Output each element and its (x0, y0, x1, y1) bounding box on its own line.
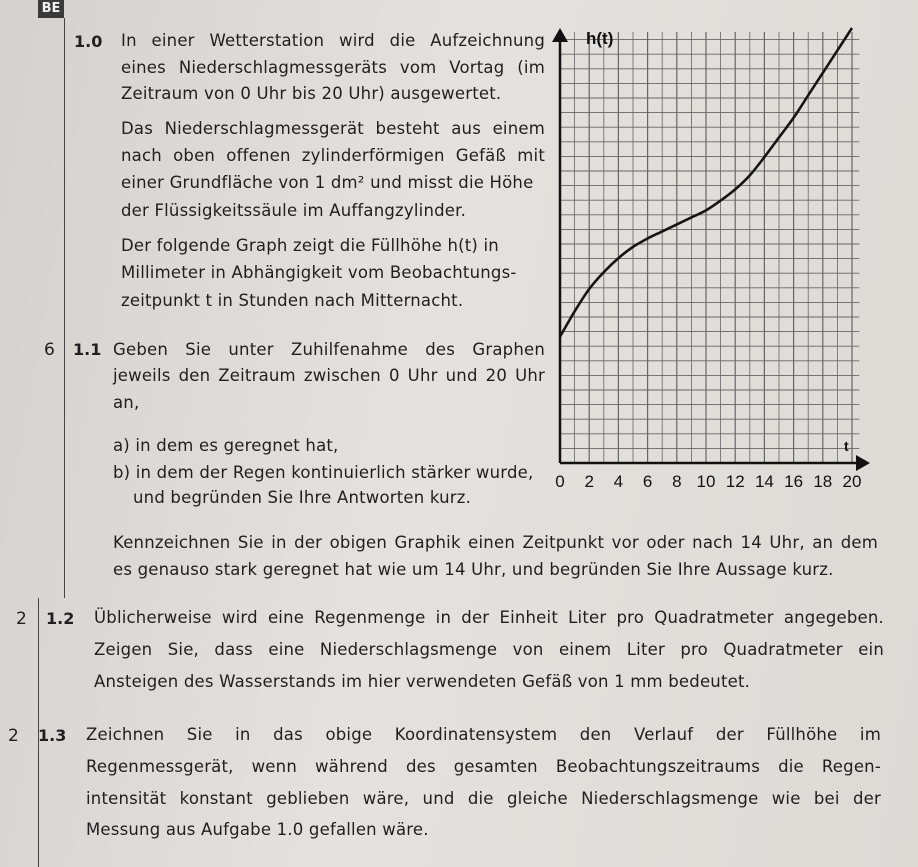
x-axis-arrow (856, 455, 870, 471)
x-tick-label: 8 (672, 472, 682, 491)
y-axis-arrow (552, 28, 568, 42)
task-1-1-line-8: es genauso stark geregnet hat wie um 14 Uhr, und begründen Sie Ihre Aussage kurz. (113, 560, 834, 579)
task-1-0-line-10: zeitpunkt t in Stunden nach Mitternacht. (121, 291, 464, 310)
task-1-1-number: 1.1 (73, 340, 102, 359)
task-1-2-line-2: Zeigen Sie, dass eine Niederschlagsmenge von einem Liter pro Quadratmeter ein (94, 640, 884, 659)
task-1-2-line-1: Üblicherweise wird eine Regenmenge in der Einheit Liter pro Quadratmeter angegeben. (94, 608, 884, 627)
task-1-3-number: 1.3 (38, 726, 67, 745)
task-1-1-line-7: Kennzeichnen Sie in der obigen Graphik einen Zeitpunkt vor oder nach 14 Uhr, an dem (113, 533, 878, 552)
task-1-3-line-3: intensität konstant geblieben wäre, und die gleiche Niederschlagsmenge wie bei der (86, 789, 881, 808)
task-1-0-number: 1.0 (74, 32, 103, 51)
x-tick-label: 14 (754, 472, 774, 491)
task-1-0-line-4: Das Niederschlagmessgerät besteht aus einem (121, 119, 545, 138)
x-tick-label: 20 (842, 472, 862, 491)
task-1-0-line-1: In einer Wetterstation wird die Aufzeichnung (121, 31, 545, 50)
be-label: BE (38, 0, 64, 18)
task-1-1-line-1: Geben Sie unter Zuhilfenahme des Graphen (113, 340, 545, 359)
task-1-0-line-6: einer Grundfläche von 1 dm² und misst die Höhe (121, 173, 534, 192)
task-1-2-number: 1.2 (46, 609, 75, 628)
task-1-0-line-3: Zeitraum von 0 Uhr bis 20 Uhr) ausgewertet. (121, 84, 502, 103)
task-1-2-points: 2 (16, 609, 27, 629)
task-1-0-line-9: Millimeter in Abhängigkeit vom Beobachtungs- (121, 263, 517, 282)
task-1-1-line-3: an, (113, 393, 140, 412)
x-tick-label: 16 (784, 472, 804, 491)
task-1-0-line-5: nach oben offenen zylinderförmigen Gefäß mit (121, 146, 545, 165)
task-1-1-line-6: und begründen Sie Ihre Antworten kurz. (133, 488, 472, 507)
y-axis-label: h(t) (586, 29, 614, 48)
x-tick-label: 2 (584, 472, 594, 491)
task-1-2-line-3: Ansteigen des Wasserstands im hier verwendeten Gefäß von 1 mm bedeutet. (94, 672, 751, 691)
task-1-1-points: 6 (44, 340, 55, 360)
x-tick-label: 4 (613, 472, 624, 491)
task-1-3-points: 2 (8, 726, 19, 746)
task-1-1-line-2: jeweils den Zeitraum zwischen 0 Uhr und 20 Uhr (113, 366, 545, 385)
task-1-0-line-7: der Flüssigkeitssäule im Auffangzylinder. (121, 201, 467, 220)
task-1-0-line-8: Der folgende Graph zeigt die Füllhöhe h(t) in (121, 236, 499, 255)
task-1-1-line-5: b) in dem der Regen kontinuierlich stärker wurde, (113, 463, 534, 482)
task-1-1-line-4: a) in dem es geregnet hat, (113, 436, 339, 455)
x-tick-label: 12 (725, 472, 745, 491)
task-1-0-line-2: eines Niederschlagmessgeräts vom Vortag (im (121, 58, 545, 77)
x-axis-label: t (844, 438, 849, 454)
task-1-3-line-1: Zeichnen Sie in das obige Koordinatensystem den Verlauf der Füllhöhe im (86, 725, 881, 744)
x-tick-label: 10 (696, 472, 716, 491)
x-tick-label: 0 (555, 472, 565, 491)
task-1-3-line-4: Messung aus Aufgabe 1.0 gefallen wäre. (86, 820, 429, 839)
x-tick-label: 18 (813, 472, 833, 491)
x-tick-label: 6 (642, 472, 653, 491)
task-1-3-line-2: Regenmessgerät, wenn während des gesamten Beobachtungszeitraums die Regen- (86, 757, 881, 776)
